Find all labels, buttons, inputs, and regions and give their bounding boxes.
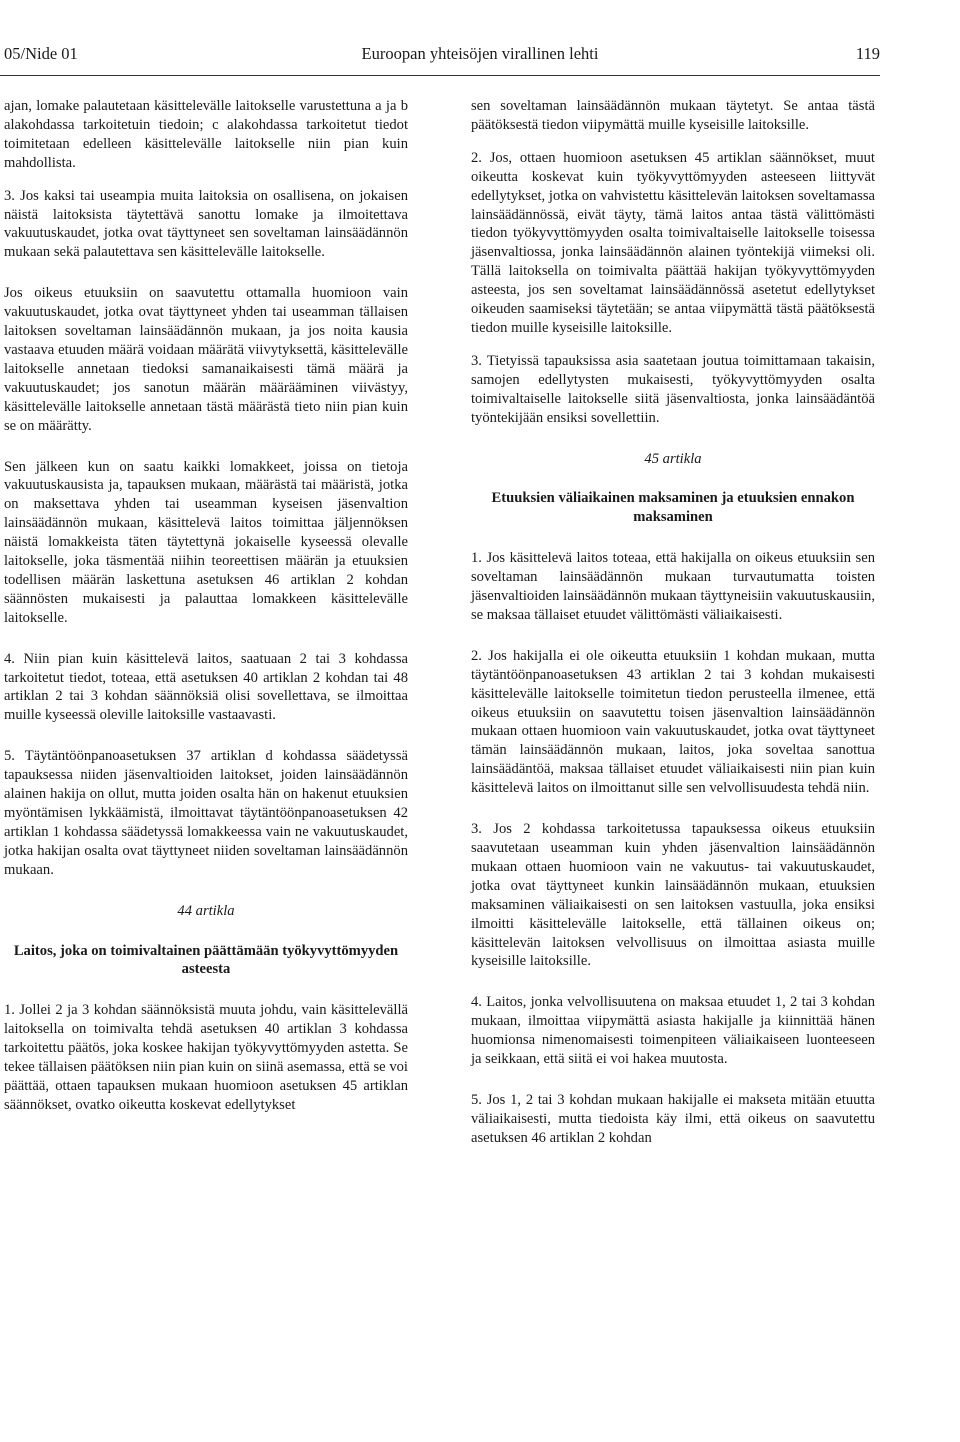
left-column	[4, 97, 408, 1129]
paragraph: 4. Niin pian kuin käsittelevä laitos, saatuaan 2 tai 3 kohdassa tarkoitetut tiedot, toteaa, että asetuksen 40 artiklan 2 kohdan tai 48 artiklan 2 tai 3 kohdan säännöksiä olisi sovellettava, se ilmoittaa muille kyseessä oleville laitoksille vastaavasti.	[4, 650, 408, 724]
paragraph: Sen jälkeen kun on saatu kaikki lomakkeet, joissa on tietoja vakuutuskausista ja, tapauksen mukaan, määrästä tai määristä, jotka on maksettava yhden tai useamman kyseisen jäsenvaltion lainsäädännön mukaan, käsittelevä laitos toimittaa jäljennöksen näistä lomakkeista täten täytettynä jokaiselle kyseessä olevalle laitokselle, joka täsmentää niihin teoreettisen määrän ja etuuksien todellisen määrän laskettuna asetuksen 46 artiklan 2 kohdan säännösten mukaisesti ja palauttaa lomakkeen käsittelevälle laitokselle.	[4, 458, 408, 626]
page-number: 119	[855, 44, 880, 63]
paragraph: sen soveltaman lainsäädännön mukaan täytetyt. Se antaa tästä päätöksestä tiedon viipymättä muille kyseisille laitoksille.	[471, 98, 875, 133]
article-number: 45 artikla	[644, 450, 702, 467]
paragraph: 1. Jollei 2 ja 3 kohdan säännöksistä muuta johdu, vain käsittelevällä laitoksella on toimivalta tehdä asetuksen 40 artiklan 3 kohdassa tarkoitettu päätös, joka koskee hakijan työkyvyttömyyden astetta. Se tekee tällaisen päätöksen niin pian kuin on siinä asemassa, että se voi päättää, ottaen tapauksen mukaan huomioon asetuksen 45 artiklan säännökset, ovatko oikeutta koskevat edellytykset	[4, 1002, 408, 1113]
paragraph: ajan, lomake palautetaan käsittelevälle laitokselle varustettuna a ja b alakohdassa tarkoitetuin tiedoin; c alakohdassa tarkoitetut tiedot toimitetaan edelleen käsittelevälle laitokselle niin pian kuin mahdollista.	[4, 98, 408, 171]
paragraph: 5. Jos 1, 2 tai 3 kohdan mukaan hakijalle ei makseta mitään etuutta väliaikaisesti, mutta tiedoista käy ilmi, että oikeus on saavutettu asetuksen 46 artiklan 2 kohdan	[471, 1091, 875, 1146]
paragraph: 2. Jos hakijalla ei ole oikeutta etuuksiin 1 kohdan mukaan, mutta täytäntöönpanoasetuksen 43 artiklan 2 tai 3 kohdan mukaisesti käsittelevälle laitokselle toimitetun tiedon perusteella ilmenee, että oikeus etuuksiin on saavutettu toisen jäsenvaltion lainsäädännön mukaan ottaen huomioon vain vakuutuskaudet, jotka ovat täyttyneet tämän lainsäädännön mukaan, laitos, joka soveltaa sanottua lainsäädäntöä, maksaa tällaiset etuudet väliaikaisesti niin pian kuin käsittelevä laitos on ilmoittanut sille sen velvollisuudesta tehdä niin.	[471, 647, 875, 797]
paragraph: 4. Laitos, jonka velvollisuutena on maksaa etuudet 1, 2 tai 3 kohdan mukaan, ilmoittaa viipymättä asiasta hakijalle ja kiinnittää hänen huomionsa nimenomaisesti toimenpiteen väliaikaiseen luonteeseen ja seikkaan, että siitä ei voi hakea muutosta.	[471, 994, 875, 1068]
paragraph: 1. Jos käsittelevä laitos toteaa, että hakijalla on oikeus etuuksiin sen soveltaman lainsäädännön mukaan turvautumatta toisten jäsenvaltioiden lainsäädännön mukaan täyttyneisiin vakuutuskausiin, se maksaa tällaiset etuudet välittömästi väliaikaisesti.	[471, 550, 875, 623]
issue-label: 05/Nide 01	[4, 44, 78, 63]
article-title: Laitos, joka on toimivaltainen päättämään työkyvyttömyyden asteesta	[13, 942, 399, 978]
right-column	[471, 97, 875, 1162]
paragraph: 3. Jos 2 kohdassa tarkoitetussa tapauksessa oikeus etuuksiin saavutetaan useamman kuin yhden jäsenvaltion lainsäädännön mukaan ottaen huomioon vain ne vakuutus- tai vakuutuskaudet, jotka ovat täyttyneet kunkin lainsäädännön mukaan, etuuksien maksaminen väliaikaisesti on sen laitoksen vastuulla, joka ensiksi ilmoitti käsittelevälle laitokselle, että tällainen oikeus on; käsittelevän laitoksen velvollisuus on ilmoittaa asiasta muille kyseisille laitoksille.	[471, 821, 875, 970]
paragraph: 5. Täytäntöönpanoasetuksen 37 artiklan d kohdassa säädetyssä tapauksessa niiden jäsenvaltioiden laitokset, joiden lainsäädännön alainen hakija on ollut, mutta joiden osalta hän on hakenut etuuksien myöntämisen lykkäämistä, ilmoittavat täytäntöönpanoasetuksen 42 artiklan 1 kohdassa säädetyssä lomakkeessa vain ne vakuutuskaudet, jotka hakijan osalta ovat täyttyneet niiden soveltaman lainsäädännön mukaan.	[4, 748, 408, 878]
article-title: Etuuksien väliaikainen maksaminen ja etuuksien ennakon maksaminen	[491, 490, 855, 526]
paragraph: 3. Jos kaksi tai useampia muita laitoksia on osallisena, on jokaisen näistä laitoksista täytettävä sanottu lomake ja ilmoitettava vakuutuskaudet, jotka ovat täyttyneet sen soveltaman lainsäädännön mukaan sekä palautettava sen käsittelevälle laitokselle.	[4, 187, 408, 261]
page-header	[0, 44, 960, 68]
paragraph: 3. Tietyissä tapauksissa asia saatetaan joutua toimittamaan takaisin, samojen edellytysten mukaisesti, työkyvyttömyyden osalta toimivaltaiselle laitokselle siitä jäsenvaltiosta, jonka lainsäädäntöä työntekijään ensiksi sovellettiin.	[471, 352, 875, 426]
paragraph: 2. Jos, ottaen huomioon asetuksen 45 artiklan säännökset, muut oikeutta koskevat kuin työkyvyttömyyden asteeseen liittyvät edellytykset, jotka on vahvistettu käsittelevän laitoksen soveltamassa lainsäädännössä, eivät täyty, tämä laitos antaa tästä välittömästi tiedon työkyvyttömyyden osalta toimivaltaiselle laitokselle toisessa jäsenvaltiossa, jonka lainsäädännön alainen työntekijä viimeksi oli. Tällä laitoksella on toimivalta päättää hakijan työkyvyttömyyden asteesta, jos sen soveltamat lainsäädännössä asetetut edellytykset oikeuden saamiseksi täytetään; se antaa viipymättä tästä päätöksestä tiedon muille kyseisille laitoksille.	[471, 149, 875, 336]
article-number: 44 artikla	[177, 902, 235, 919]
paragraph: Jos oikeus etuuksiin on saavutettu ottamalla huomioon vain vakuutuskaudet, jotka ovat täyttyneet yhden tai useamman tällaisen laitoksen soveltaman lainsäädännön mukaan, ja jos noita kausia vastaava etuuden määrä voidaan määrätä viivytyksettä, käsittelevälle laitokselle annetaan tiedoksi samanaikaisesti tämä määrä ja vakuutuskaudet; jos sanotun määrän määrääminen viivästyy, käsittelevälle laitokselle annetaan tästä määrästä tieto niin pian kuin se on määrätty.	[4, 285, 408, 434]
header-rule	[0, 75, 880, 76]
journal-title: Euroopan yhteisöjen virallinen lehti	[361, 44, 599, 63]
